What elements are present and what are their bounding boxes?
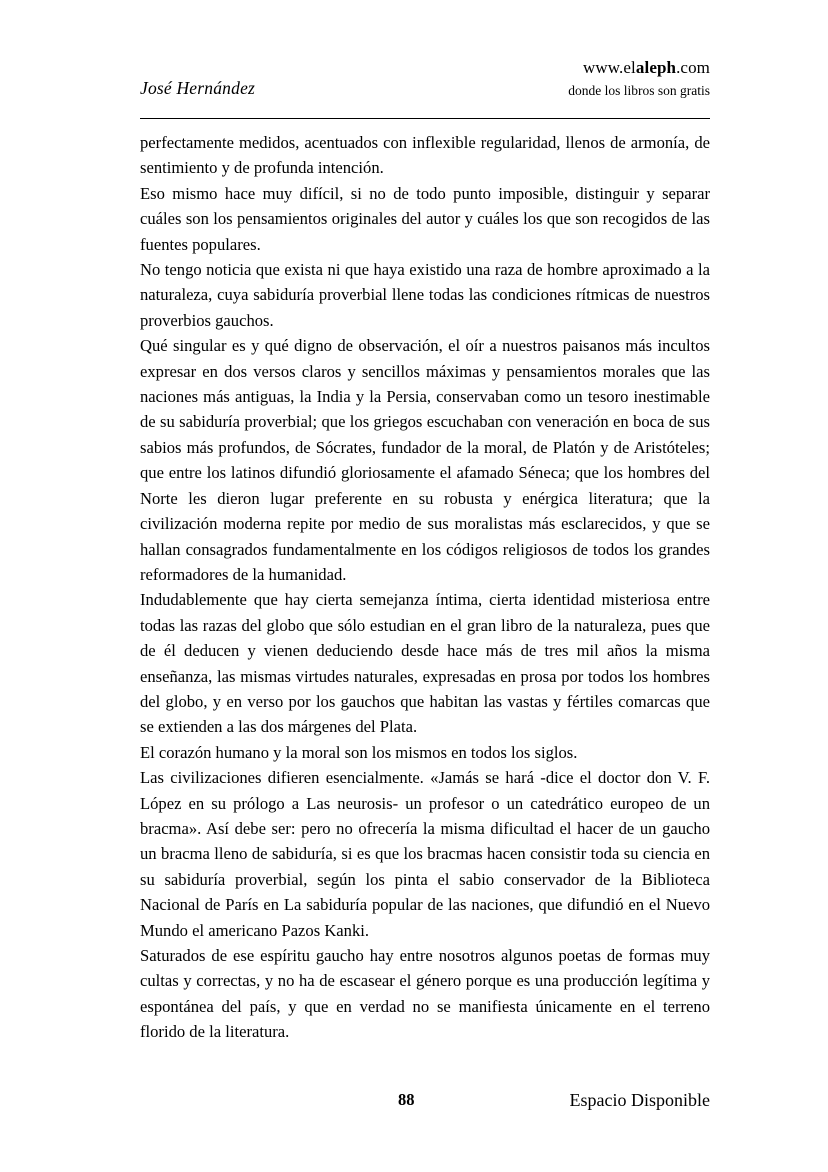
site-url-brand: aleph bbox=[635, 58, 677, 77]
paragraph: No tengo noticia que exista ni que haya existido una raza de hombre aproximado a la naturaleza, cuya sabiduría proverbial llene todas las condiciones rítmicas de nuestros proverbios gauchos. bbox=[140, 260, 710, 330]
header-divider bbox=[140, 118, 710, 119]
page-body bbox=[140, 130, 710, 1045]
paragraph: Qué singular es y qué digno de observación, el oír a nuestros paisanos más incultos expresar en dos versos claros y sencillos máximas y pensamientos morales que las naciones más antiguas, la India y la Persia, conservaban como un tesoro inestimable de su sabiduría proverbial; que los griegos escuchaban con veneración en boca de sus sabios más profundos, de Sócrates, fundador de la moral, de Platón y de Aristóteles; que entre los latinos difundió gloriosamente el afamado Séneca; que los hombres del Norte les dieron lugar preferente en su robusta y enérgica literatura; que la civilización moderna repite por medio de sus moralistas más esclarecidos, y que se hallan consagrados fundamentalmente en los códigos religiosos de todos los grandes reformadores de la humanidad. bbox=[140, 336, 710, 584]
paragraph: Eso mismo hace muy difícil, si no de todo punto imposible, distinguir y separar cuáles son los pensamientos originales del autor y cuáles los que son recogidos de las fuentes populares. bbox=[140, 183, 710, 254]
paragraph: Indudablemente que hay cierta semejanza íntima, cierta identidad misteriosa entre todas las razas del globo que sólo estudian en el gran libro de la naturaleza, pues que de él deducen y vienen deduciendo desde hace más de tres mil años la misma enseñanza, las mismas virtudes naturales, expresadas en prosa por todos los hombres del globo, y en verso por los gauchos que habitan las vastas y fértiles comarcas que se extienden a las dos márgenes del Plata. bbox=[140, 590, 710, 737]
footer-note: Espacio Disponible bbox=[569, 1090, 710, 1110]
site-url-prefix: www.el bbox=[583, 58, 636, 77]
paragraph: El corazón humano y la moral son los mismos en todos los siglos. bbox=[140, 742, 578, 762]
page-footer bbox=[140, 1090, 710, 1130]
paragraph: Las civilizaciones difieren esencialmente. «Jamás se hará -dice el doctor don V. F. López en su prólogo a Las neurosis- un profesor o un catedrático europeo de un bracma». Así debe ser: pero no ofrecería la misma dificultad el hacer de un gaucho un bracma lleno de sabiduría, si es que los bracmas hacen consistir toda su ciencia en su sabiduría proverbial, según los pinta el sabio conservador de la Biblioteca Nacional de París en La sabiduría popular de las naciones, que difundió en el Nuevo Mundo el americano Pazos Kanki. bbox=[140, 768, 710, 940]
header-author: José Hernández bbox=[140, 78, 256, 98]
paragraph: Saturados de ese espíritu gaucho hay entre nosotros algunos poetas de formas muy cultas y correctas, y no ha de escasear el género porque es una producción legítima y espontánea del país, y que en verdad no se manifiesta únicamente en el terreno florido de la literatura. bbox=[140, 946, 710, 1042]
site-url-suffix: .com bbox=[676, 58, 710, 77]
header-site-block bbox=[380, 58, 710, 99]
page-number: 88 bbox=[398, 1090, 415, 1109]
site-url bbox=[380, 58, 710, 78]
site-tagline: donde los libros son gratis bbox=[568, 83, 710, 98]
paragraph: perfectamente medidos, acentuados con inflexible regularidad, llenos de armonía, de sentimiento y de profunda intención. bbox=[140, 133, 710, 178]
page-header bbox=[140, 52, 710, 108]
